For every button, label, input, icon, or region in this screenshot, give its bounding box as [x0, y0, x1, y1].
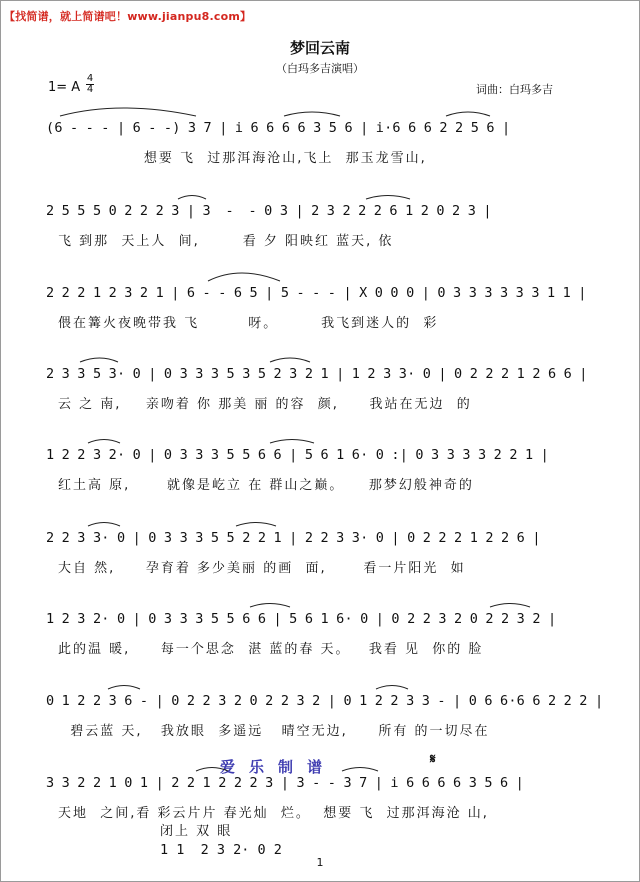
- notation-line: 1 2 3 2· 0 | 0 3 3 3 5 5 6 6 | 5 6 1 6· 0 | 0 2 2 3 2 0 2 2 3 2 |: [46, 611, 557, 627]
- site-banner[interactable]: 【找简谱，就上简谱吧！www.jianpu8.com】: [4, 10, 252, 23]
- song-subtitle: （白玛多吉演唱）: [276, 62, 364, 75]
- time-top: 4: [86, 73, 94, 84]
- extra-notation-line: 1 1 2 3 2· 0 2: [160, 842, 282, 858]
- watermark: 爱乐制谱: [220, 758, 337, 776]
- key-signature: 1= A: [48, 80, 81, 95]
- notation-line: 2 5 5 5 0 2 2 2 3 | 3 - - 0 3 | 2 3 2 2 2 6 1 2 0 2 3 |: [46, 203, 492, 219]
- lyric-line: 此的温 暖, 每一个思念 湛 蓝的春 天。 我看 见 你的 脸: [58, 642, 484, 657]
- lyric-line: 大自 然, 孕育着 多少美丽 的画 面, 看一片阳光 如: [58, 561, 466, 576]
- notation-line: 2 2 3 3· 0 | 0 3 3 3 5 5 2 2 1 | 2 2 3 3· 0 | 0 2 2 2 1 2 2 6 |: [46, 530, 541, 546]
- notation-line: (6 - - - | 6 - -) 3 7 | i 6 6 6 6 3 5 6 | i·6 6 6 2 2 5 6 |: [46, 120, 511, 136]
- time-signature: [86, 74, 94, 95]
- extra-lyric-line: 闭上 双 眼: [160, 824, 233, 839]
- lyric-line: 碧云蓝 天, 我放眼 多遥远 晴空无边, 所有 的一切尽在: [58, 724, 490, 739]
- song-title: 梦回云南: [289, 39, 350, 57]
- lyric-line: 红土高 原, 就像是屹立 在 群山之巅。 那梦幻般神奇的: [58, 478, 474, 493]
- notation-line: 2 3 3 5 3· 0 | 0 3 3 3 5 3 5 2 3 2 1 | 1 2 3 3· 0 | 0 2 2 2 1 2 6 6 |: [46, 366, 588, 382]
- segno-sign: 𝄋: [430, 752, 436, 767]
- page-number: 1: [316, 856, 324, 869]
- credits: 词曲：白玛多吉: [476, 83, 553, 96]
- notation-line: 2 2 2 1 2 3 2 1 | 6 - - 6 5 | 5 - - - | X 0 0 0 | 0 3 3 3 3 3 3 1 1 |: [46, 285, 587, 301]
- notation-line: 1 2 2 3 2· 0 | 0 3 3 3 5 5 6 6 | 5 6 1 6· 0 :| 0 3 3 3 3 2 2 1 |: [46, 447, 549, 463]
- notation-line: 3 3 2 2 1 0 1 | 2 2 1 2 2 2 3 | 3 - - 3 7 | i 6 6 6 6 3 5 6 |: [46, 775, 524, 791]
- time-bottom: 4: [86, 84, 94, 95]
- lyric-line: 天地 之间,看 彩云片片 春光灿 烂。 想要 飞 过那洱海沧 山,: [58, 806, 489, 821]
- lyric-line: 想要 飞 过那洱海沧山,飞上 那玉龙雪山,: [58, 151, 427, 166]
- lyric-line: 云 之 南, 亲吻着 你 那美 丽 的容 颜, 我站在无边 的: [58, 397, 472, 412]
- notation-line: 0 1 2 2 3 6 - | 0 2 2 3 2 0 2 2 3 2 | 0 1 2 2 3 3 - | 0 6 6·6 6 2 2 2 |: [46, 693, 604, 709]
- lyric-line: 偎在篝火夜晚带我 飞 呀。 我飞到迷人的 彩: [58, 316, 439, 331]
- lyric-line: 飞 到那 天上人 间, 看 夕 阳映红 蓝天, 依: [58, 234, 394, 249]
